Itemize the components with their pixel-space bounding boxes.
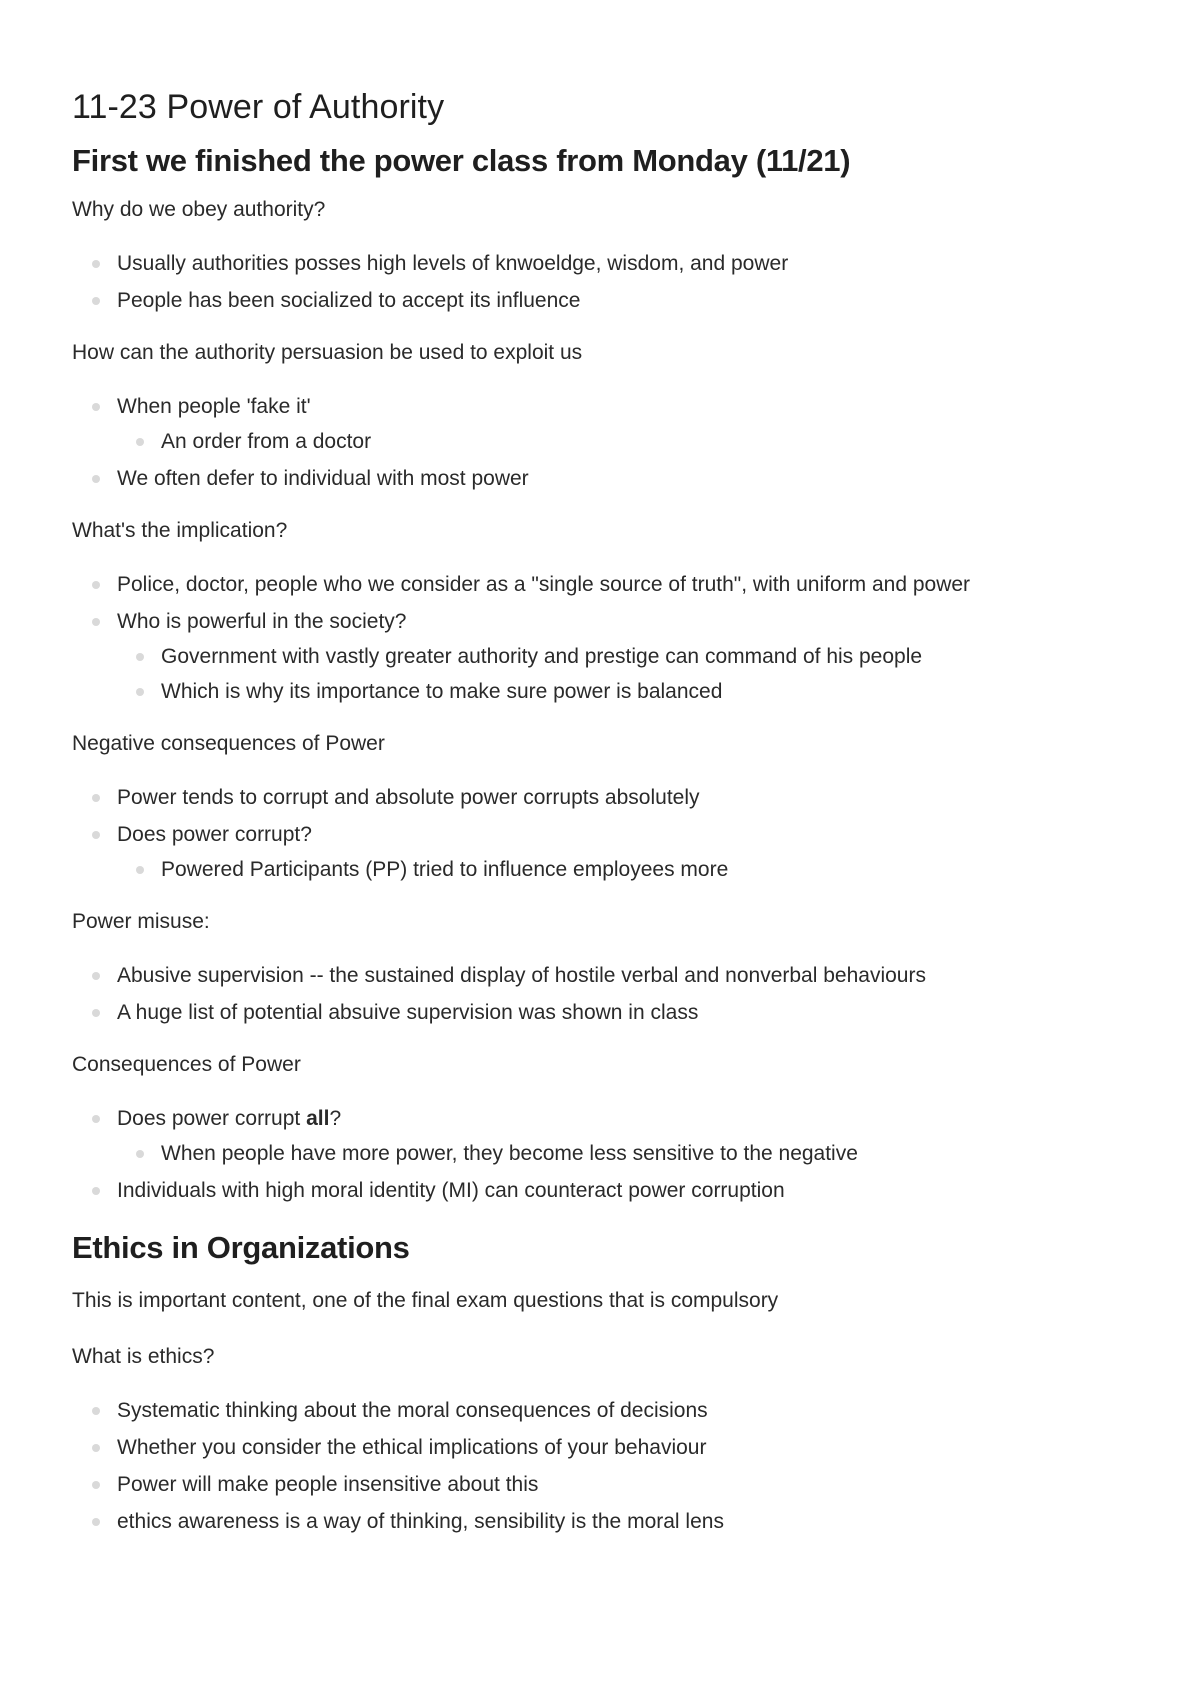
bullet-list: [72, 249, 1128, 316]
bullet-icon: [136, 866, 144, 874]
bullet-icon: [92, 297, 100, 305]
list-item: [72, 783, 1128, 813]
bullet-icon: [92, 831, 100, 839]
list-item: [72, 464, 1128, 494]
question-heading: Power misuse:: [72, 910, 210, 933]
list-item-text: Government with vastly greater authority and prestige can command of his people: [161, 645, 923, 668]
question-heading: Negative consequences of Power: [72, 732, 385, 755]
bullet-icon: [92, 1481, 100, 1489]
list-item-text: A huge list of potential absuive supervision was shown in class: [117, 1001, 699, 1024]
bullet-icon: [92, 581, 100, 589]
bullet-icon: [92, 1187, 100, 1195]
bullet-list: [72, 961, 1128, 1028]
bullet-list: [72, 1396, 1128, 1537]
bullet-icon: [92, 972, 100, 980]
list-item: [72, 249, 1128, 279]
bullet-icon: [136, 653, 144, 661]
page-subtitle: First we finished the power class from Monday (11/21): [72, 143, 851, 178]
list-item-text: An order from a doctor: [161, 430, 372, 453]
bullet-icon: [92, 1115, 100, 1123]
bullet-icon: [136, 438, 144, 446]
nested-list-item: [72, 642, 1128, 672]
list-item-text: Which is why its importance to make sure power is balanced: [161, 680, 723, 703]
bullet-icon: [136, 1150, 144, 1158]
list-item-text: Power tends to corrupt and absolute power corrupts absolutely: [117, 786, 700, 809]
list-item: [72, 607, 1128, 637]
bullet-icon: [92, 794, 100, 802]
question-heading: What is ethics?: [72, 1345, 215, 1368]
bullet-list: [72, 392, 1128, 494]
list-item-text-after: ?: [329, 1107, 342, 1130]
list-item: [72, 1396, 1128, 1426]
list-item: [72, 286, 1128, 316]
list-item: [72, 961, 1128, 991]
question-heading: Why do we obey authority?: [72, 198, 326, 221]
list-item: [72, 998, 1128, 1028]
list-item: [72, 392, 1128, 422]
bullet-icon: [92, 1518, 100, 1526]
bullet-icon: [92, 1444, 100, 1452]
nested-list-item: [72, 677, 1128, 707]
bullet-icon: [92, 1009, 100, 1017]
page-title: 11-23 Power of Authority: [72, 88, 445, 126]
bold-emphasis: all: [306, 1107, 330, 1130]
bullet-icon: [136, 688, 144, 696]
list-item: [72, 1176, 1128, 1206]
list-item: [72, 1470, 1128, 1500]
bullet-list: [72, 570, 1128, 707]
bullet-icon: [92, 260, 100, 268]
list-item-text: Power will make people insensitive about this: [117, 1473, 539, 1496]
section-intro: This is important content, one of the final exam questions that is compulsory: [72, 1289, 779, 1312]
question-heading: How can the authority persuasion be used to exploit us: [72, 341, 583, 364]
list-item-text: Powered Participants (PP) tried to influence employees more: [161, 858, 729, 881]
list-item-text: ethics awareness is a way of thinking, sensibility is the moral lens: [117, 1510, 724, 1533]
list-item-text: Systematic thinking about the moral consequences of decisions: [117, 1399, 708, 1422]
list-item-text: We often defer to individual with most power: [117, 467, 529, 490]
list-item-text: Individuals with high moral identity (MI) can counteract power corruption: [117, 1179, 785, 1202]
list-item-text: When people 'fake it': [117, 395, 311, 418]
nested-list-item: [72, 1139, 1128, 1169]
section-heading: Ethics in Organizations: [72, 1230, 410, 1265]
list-item: [72, 1507, 1128, 1537]
list-item-text: Usually authorities posses high levels of knwoeldge, wisdom, and power: [117, 252, 789, 275]
bullet-icon: [92, 475, 100, 483]
list-item-text: Whether you consider the ethical implications of your behaviour: [117, 1436, 707, 1459]
list-item-text: Abusive supervision -- the sustained display of hostile verbal and nonverbal behaviours: [117, 964, 926, 987]
question-heading: Consequences of Power: [72, 1053, 301, 1076]
nested-list-item: [72, 427, 1128, 457]
bullet-icon: [92, 618, 100, 626]
list-item: [72, 820, 1128, 850]
list-item-text: Who is powerful in the society?: [117, 610, 407, 633]
list-item-text: When people have more power, they become less sensitive to the negative: [161, 1142, 858, 1165]
list-item-text: Does power corrupt?: [117, 823, 312, 846]
bullet-list: [72, 1104, 1128, 1206]
list-item: [72, 1433, 1128, 1463]
bullet-list: [72, 783, 1128, 885]
nested-list-item: [72, 855, 1128, 885]
list-item: [72, 1104, 1128, 1134]
list-item: [72, 570, 1128, 600]
bullet-icon: [92, 403, 100, 411]
list-item-text: Police, doctor, people who we consider as a "single source of truth", with uniform and power: [117, 573, 971, 596]
list-item-text-before: Does power corrupt: [117, 1107, 307, 1130]
bullet-icon: [92, 1407, 100, 1415]
question-heading: What's the implication?: [72, 519, 288, 542]
list-item-text: People has been socialized to accept its influence: [117, 289, 581, 312]
